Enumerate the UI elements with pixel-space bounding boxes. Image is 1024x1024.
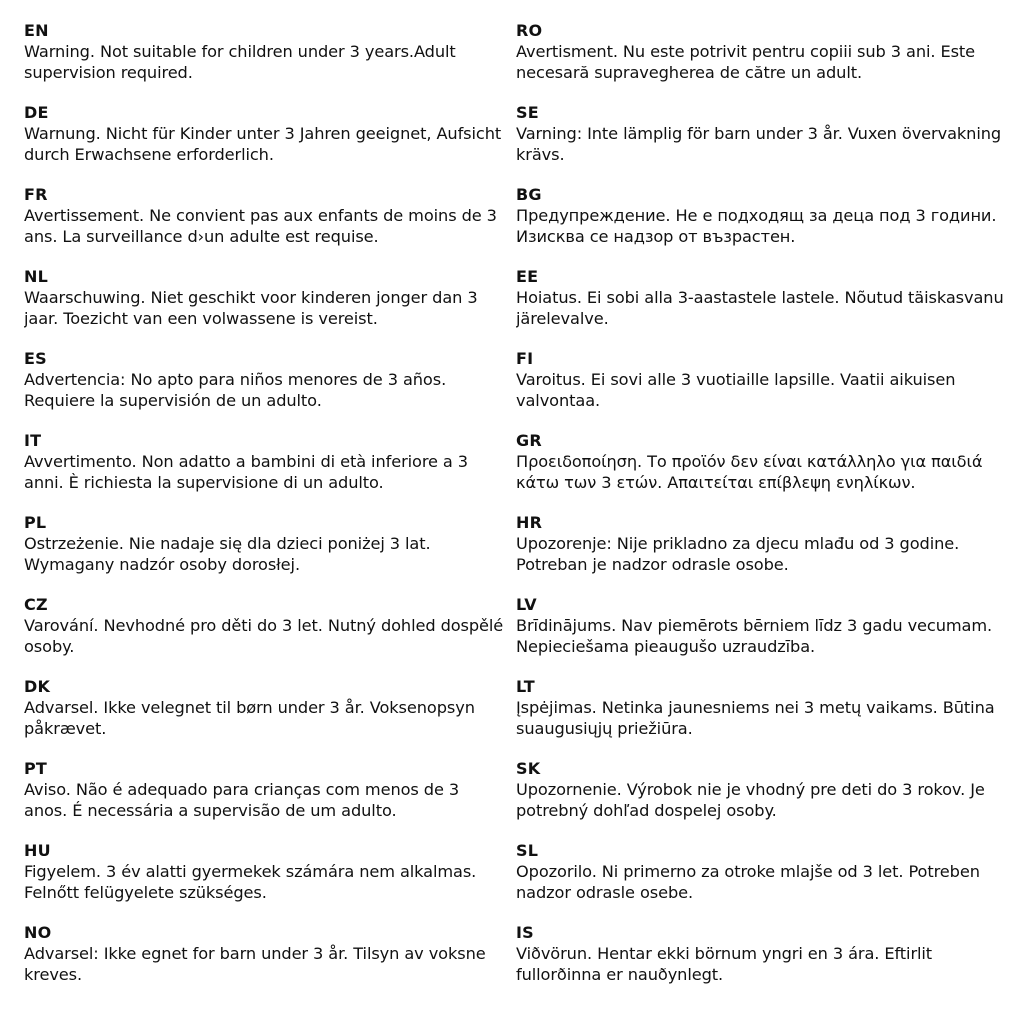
language-code: SL <box>516 841 539 860</box>
language-code: CZ <box>24 595 48 614</box>
warning-text: Varování. Nevhodné pro děti do 3 let. Nutný dohled dospělé osoby. <box>24 616 504 656</box>
warning-entry-ro <box>516 20 1006 102</box>
warning-text: Figyelem. 3 év alatti gyermekek számára nem alkalmas. Felnőtt felügyelete szükséges. <box>24 862 477 902</box>
warning-entry-dk <box>24 676 504 758</box>
language-code: FR <box>24 185 48 204</box>
language-code: HR <box>516 513 543 532</box>
warning-entry-no <box>24 922 504 1004</box>
right-column <box>516 20 1006 1004</box>
language-code: BG <box>516 185 542 204</box>
language-code: IT <box>24 431 42 450</box>
warning-text: Advertencia: No apto para niños menores de 3 años. Requiere la supervisión de un adulto. <box>24 370 447 410</box>
language-code: IS <box>516 923 534 942</box>
warning-text: Waarschuwing. Niet geschikt voor kinderen jonger dan 3 jaar. Toezicht van een volwassene is vereist. <box>24 288 478 328</box>
warning-entry-pt <box>24 758 504 840</box>
language-code: NL <box>24 267 48 286</box>
warning-text: Ostrzeżenie. Nie nadaje się dla dzieci poniżej 3 lat. Wymagany nadzór osoby dorosłej. <box>24 534 431 574</box>
warning-text: Avvertimento. Non adatto a bambini di età inferiore a 3 anni. È richiesta la supervisione di un adulto. <box>24 452 468 492</box>
warning-text: Upozorenje: Nije prikladno za djecu mlađu od 3 godine. Potreban je nadzor odrasle osobe. <box>516 534 960 574</box>
warning-entry-fi <box>516 348 1006 430</box>
language-code: SE <box>516 103 539 122</box>
warning-text: Avertisment. Nu este potrivit pentru copiii sub 3 ani. Este necesară supravegherea de către un adult. <box>516 42 976 82</box>
language-code: FI <box>516 349 534 368</box>
warning-entry-cz <box>24 594 504 676</box>
warning-entry-en <box>24 20 504 102</box>
warning-text: Varning: Inte lämplig för barn under 3 år. Vuxen övervakning krävs. <box>516 124 1002 164</box>
warning-text: Viðvörun. Hentar ekki börnum yngri en 3 ára. Eftirlit fullorðinna er nauðynlegt. <box>516 944 933 984</box>
warning-text: Upozornenie. Výrobok nie je vhodný pre deti do 3 rokov. Je potrebný dohľad dospelej osoby. <box>516 780 985 820</box>
language-code: LT <box>516 677 535 696</box>
warning-entry-ee <box>516 266 1006 348</box>
warning-text: Varoitus. Ei sovi alle 3 vuotiaille lapsille. Vaatii aikuisen valvontaa. <box>516 370 956 410</box>
warning-text: Brīdinājums. Nav piemērots bērniem līdz 3 gadu vecumam. Nepieciešama pieaugušo uzraudzība. <box>516 616 993 656</box>
warning-entry-fr <box>24 184 504 266</box>
warning-entry-gr <box>516 430 1006 512</box>
language-code: RO <box>516 21 543 40</box>
warning-entry-lt <box>516 676 1006 758</box>
language-code: PL <box>24 513 47 532</box>
warning-entry-hr <box>516 512 1006 594</box>
warning-entry-sk <box>516 758 1006 840</box>
warning-text: Opozorilo. Ni primerno za otroke mlajše od 3 let. Potreben nadzor odrasle osebe. <box>516 862 980 902</box>
language-code: PT <box>24 759 48 778</box>
language-code: DE <box>24 103 49 122</box>
warning-text: Įspėjimas. Netinka jaunesniems nei 3 metų vaikams. Būtina suaugusiųjų priežiūra. <box>516 698 995 738</box>
warning-entry-sl <box>516 840 1006 922</box>
warning-text: Предупреждение. Не е подходящ за деца под 3 години. Изисква се надзор от възрастен. <box>516 206 997 246</box>
warning-text: Warnung. Nicht für Kinder unter 3 Jahren geeignet, Aufsicht durch Erwachsene erforderlich. <box>24 124 502 164</box>
language-code: HU <box>24 841 51 860</box>
warning-entry-nl <box>24 266 504 348</box>
language-code: ES <box>24 349 47 368</box>
warning-text: Hoiatus. Ei sobi alla 3-aastastele lastele. Nõutud täiskasvanu järelevalve. <box>516 288 1004 328</box>
warning-entry-de <box>24 102 504 184</box>
warning-text: Advarsel: Ikke egnet for barn under 3 år. Tilsyn av voksne kreves. <box>24 944 486 984</box>
warning-entry-bg <box>516 184 1006 266</box>
language-code: LV <box>516 595 537 614</box>
warning-entry-hu <box>24 840 504 922</box>
warning-entry-it <box>24 430 504 512</box>
warning-text: Advarsel. Ikke velegnet til børn under 3 år. Voksenopsyn påkrævet. <box>24 698 475 738</box>
warning-text: Aviso. Não é adequado para crianças com menos de 3 anos. É necessária a supervisão de um adulto. <box>24 780 460 820</box>
warning-text: Warning. Not suitable for children under 3 years.Adult supervision required. <box>24 42 456 82</box>
warning-entry-se <box>516 102 1006 184</box>
language-code: DK <box>24 677 51 696</box>
warning-entry-pl <box>24 512 504 594</box>
warning-entry-lv <box>516 594 1006 676</box>
left-column <box>24 20 504 1004</box>
warning-text: Προειδοποίηση. Το προϊόν δεν είναι κατάλληλο για παιδιά κάτω των 3 ετών. Απαιτείται επίβλεψη ενηλίκων. <box>516 452 983 492</box>
language-code: EE <box>516 267 539 286</box>
language-code: GR <box>516 431 542 450</box>
warning-entry-es <box>24 348 504 430</box>
warning-entry-is <box>516 922 1006 1004</box>
language-code: SK <box>516 759 541 778</box>
warning-text: Avertissement. Ne convient pas aux enfants de moins de 3 ans. La surveillance d›un adulte est requise. <box>24 206 497 246</box>
language-code: EN <box>24 21 49 40</box>
language-code: NO <box>24 923 52 942</box>
